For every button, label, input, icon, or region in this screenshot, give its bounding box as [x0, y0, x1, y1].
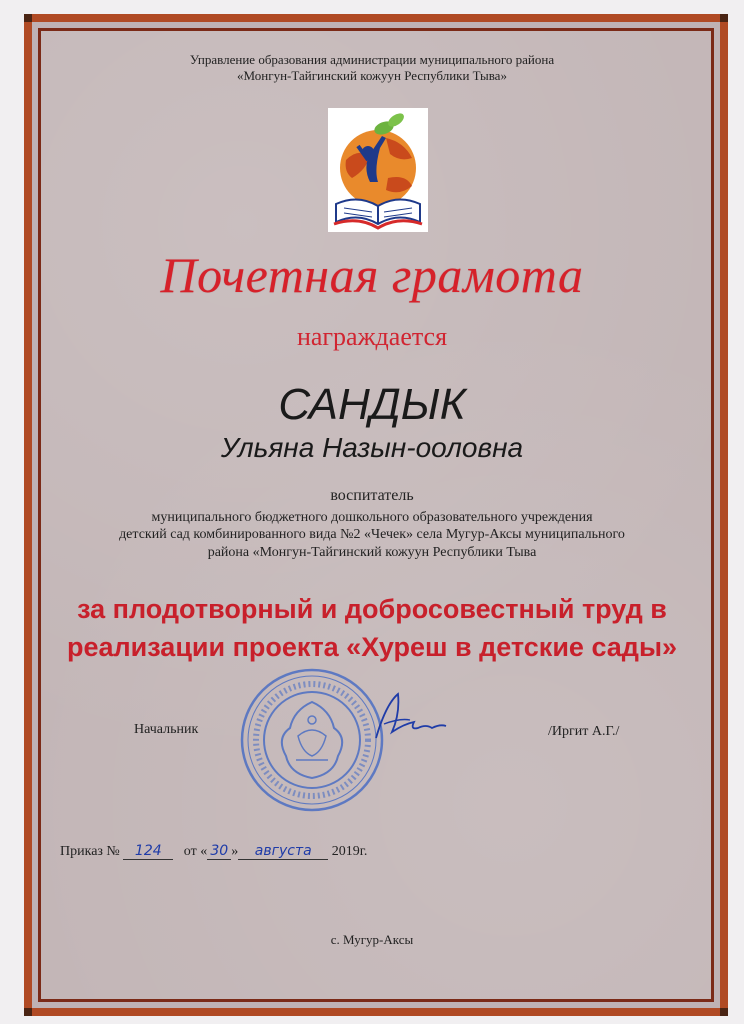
- order-year: 2019г.: [331, 844, 368, 859]
- frame-corner: [720, 14, 728, 22]
- certificate-title: Почетная грамота: [160, 247, 584, 303]
- header-line-1: Управление образования администрации муниципального района: [189, 52, 555, 67]
- order-prefix: Приказ №: [60, 844, 120, 859]
- frame-corner: [24, 1008, 32, 1016]
- institution-line-3: района «Монгун-Тайгинский кожуун Республики Тыва: [207, 545, 537, 560]
- institution-line-1: муниципального бюджетного дошкольного образовательного учреждения: [151, 510, 593, 525]
- recipient-given-name: Ульяна Назын-ооловна: [220, 432, 524, 463]
- merit-line-1: за плодотворный и добросовестный труд в: [77, 594, 667, 624]
- head-label: Начальник: [134, 722, 199, 737]
- awarded-label: награждается: [296, 322, 448, 351]
- recipient-surname: САНДЫК: [278, 380, 466, 429]
- village-name: с. Мугур-Аксы: [330, 932, 414, 947]
- order-from: от «: [183, 844, 208, 859]
- recipient-position: воспитатель: [330, 487, 414, 504]
- order-number: 124: [123, 843, 173, 860]
- frame-corner: [24, 14, 32, 22]
- header-line-2: «Монгун-Тайгинский кожуун Республики Тыва»: [237, 68, 507, 83]
- education-logo-icon: [328, 108, 428, 232]
- merit-line-2: реализации проекта «Хуреш в детские сады»: [66, 632, 678, 662]
- order-day: 30: [207, 843, 231, 860]
- order-close-quote: »: [231, 844, 239, 859]
- head-name: /Иргит А.Г./: [548, 724, 620, 739]
- official-seal-icon: [238, 666, 386, 814]
- order-month: августа: [238, 843, 328, 860]
- institution-line-2: детский сад комбинированного вида №2 «Чечек» села Мугур-Аксы муниципального: [119, 527, 625, 542]
- handwritten-signature-icon: [370, 684, 450, 754]
- frame-corner: [720, 1008, 728, 1016]
- order-line: [60, 843, 367, 860]
